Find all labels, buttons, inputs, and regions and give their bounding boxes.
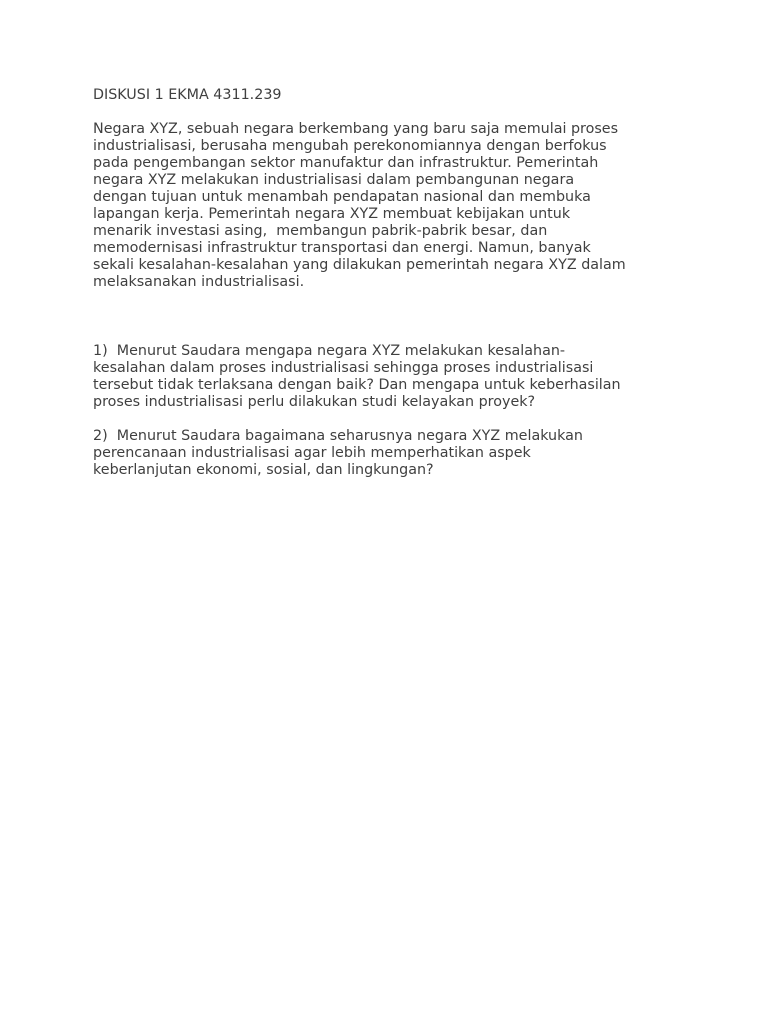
question-line: 1) Menurut Saudara mengapa negara XYZ melakukan kesalahan-: [93, 343, 566, 359]
intro-line: menarik investasi asing, membangun pabrik-pabrik besar, dan: [93, 223, 548, 239]
intro-line: industrialisasi, berusaha mengubah perekonomiannya dengan berfokus: [93, 138, 607, 154]
question-line: tersebut tidak terlaksana dengan baik? Dan mengapa untuk keberhasilan: [93, 377, 621, 393]
intro-line: lapangan kerja. Pemerintah negara XYZ membuat kebijakan untuk: [93, 206, 571, 222]
question-line: proses industrialisasi perlu dilakukan studi kelayakan proyek?: [93, 394, 536, 410]
question-2: [93, 428, 683, 479]
intro-line: Negara XYZ, sebuah negara berkembang yang baru saja memulai proses: [93, 121, 619, 137]
spacer: [93, 291, 683, 343]
question-line: perencanaan industrialisasi agar lebih memperhatikan aspek: [93, 445, 531, 461]
intro-line: negara XYZ melakukan industrialisasi dalam pembangunan negara: [93, 172, 575, 188]
intro-line: melaksanakan industrialisasi.: [93, 274, 305, 290]
question-line: kesalahan dalam proses industrialisasi sehingga proses industrialisasi: [93, 360, 594, 376]
document-title: DISKUSI 1 EKMA 4311.239: [93, 87, 282, 103]
spacer: [93, 411, 683, 428]
question-1: [93, 343, 683, 411]
intro-line: dengan tujuan untuk menambah pendapatan nasional dan membuka: [93, 189, 591, 205]
intro-line: sekali kesalahan-kesalahan yang dilakukan pemerintah negara XYZ dalam: [93, 257, 626, 273]
question-line: keberlanjutan ekonomi, sosial, dan lingkungan?: [93, 462, 434, 478]
intro-paragraph: [93, 121, 683, 291]
intro-line: pada pengembangan sektor manufaktur dan infrastruktur. Pemerintah: [93, 155, 599, 171]
document-content: [93, 87, 683, 479]
intro-line: memodernisasi infrastruktur transportasi dan energi. Namun, banyak: [93, 240, 591, 256]
question-line: 2) Menurut Saudara bagaimana seharusnya negara XYZ melakukan: [93, 428, 583, 444]
